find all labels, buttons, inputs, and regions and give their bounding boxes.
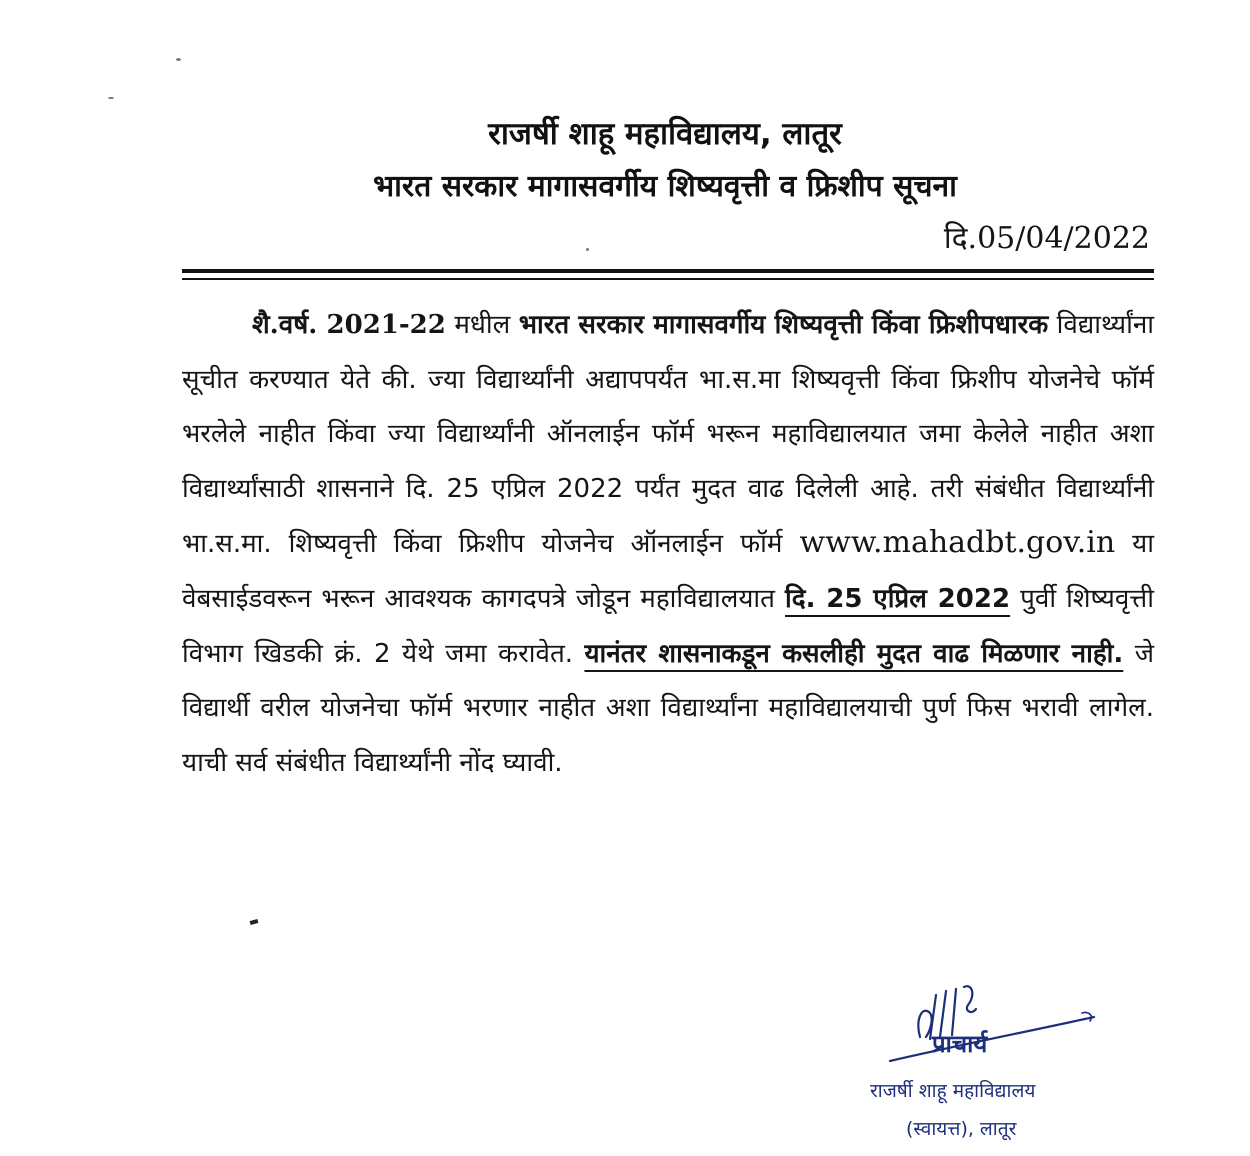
body-text-segment: मधील bbox=[445, 310, 519, 340]
ink-mark bbox=[250, 919, 259, 925]
scan-speck bbox=[108, 97, 114, 99]
stamp-institution: राजर्षी शाहू महाविद्यालय bbox=[870, 1080, 1036, 1102]
header-rule-thick bbox=[182, 269, 1154, 273]
stamp-location: (स्वायत्त), लातूर bbox=[906, 1118, 1017, 1140]
website-url: www.mahadbt.gov.in bbox=[799, 525, 1116, 561]
deadline-date: दि. 25 एप्रिल 2022 bbox=[785, 583, 1011, 614]
body-text-segment: विद्यार्थ्यांना सूचीत करण्यात येते की. ज्या विद्यार्थ्यांनी अद्यापपर्यंत भा.स.मा शिष्यवृत्ती किंवा फ्रिशीप योजनेचे फॉर्म भरलेले नाहीत किंवा ज्या विद्यार्थ्यांनी ऑनलाईन फॉर्म भरून महाविद्यालयात जमा केलेले नाहीत अशा विद्यार्थ्यांसाठी शासनाने दि. 25 एप्रिल 2022 पर्यंत मुदत वाढ दिलेली आहे. तरी संबंधीत विद्यार्थ्यांनी भा.स.मा. शिष्यवृत्ती किंवा फ्रिशीप योजनेच ऑनलाईन फॉर्म bbox=[182, 310, 1154, 560]
scan-speck bbox=[586, 248, 589, 251]
college-name-heading: राजर्षी शाहू महाविद्यालय, लातूर bbox=[488, 116, 842, 152]
body-text-segment: जे विद्यार्थी वरील योजनेचा फॉर्म भरणार नाहीत अशा विद्यार्थ्यांना महाविद्यालयाची पुर्ण फिस भरावी लागेल. याची सर्व संबंधीत विद्यार्थ्यांनी नोंद घ्यावी. bbox=[182, 638, 1154, 778]
scheme-name: भारत सरकार मागासवर्गीय शिष्यवृत्ती किंवा फ्रिशीपधारक bbox=[518, 310, 1049, 340]
header-rule-thin bbox=[182, 278, 1154, 280]
academic-year: शै.वर्ष. 2021-22 bbox=[252, 310, 446, 340]
body-text-segment: पुर्वी शिष्यवृत्ती विभाग खिडकी क्रं. 2 येथे जमा करावेत. bbox=[182, 583, 1155, 669]
notice-body bbox=[182, 298, 1154, 790]
body-text-segment: या वेबसाईडवरून भरून आवश्यक कागदपत्रे जोडून महाविद्यालयात bbox=[182, 529, 1154, 614]
scan-speck bbox=[176, 58, 181, 61]
notice-date: दि.05/04/2022 bbox=[943, 221, 1150, 256]
no-extension-warning: यानंतर शासनाकडून कसलीही मुदत वाढ मिळणार नाही. bbox=[584, 638, 1124, 669]
principal-signature-block bbox=[860, 965, 1100, 1145]
principal-title: प्राचार्य bbox=[932, 1030, 988, 1058]
notice-title: भारत सरकार मागासवर्गीय शिष्यवृत्ती व फ्रिशीप सूचना bbox=[373, 169, 957, 204]
